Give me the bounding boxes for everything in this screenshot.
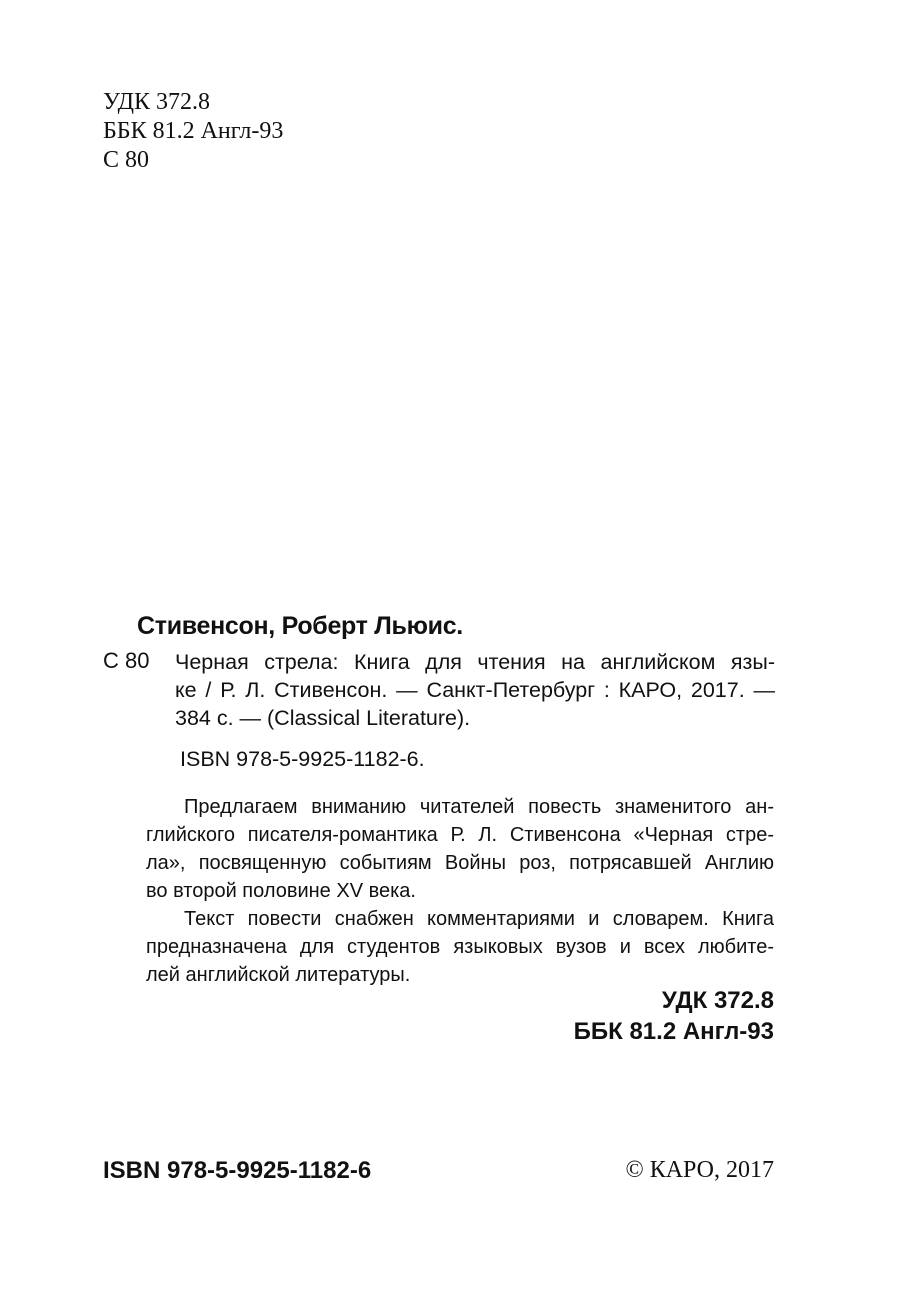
- footer-isbn: ISBN 978-5-9925-1182-6: [103, 1157, 372, 1184]
- abstract-line: Текст повести снабжен комментариями и словарем. Книга: [184, 908, 774, 930]
- top-classification-codes: [103, 88, 283, 175]
- top-cutter-code: С 80: [103, 147, 150, 173]
- top-bbk-code: ББК 81.2 Англ-93: [103, 118, 284, 144]
- catalog-cutter-code: С 80: [103, 648, 150, 673]
- catalog-isbn: ISBN 978-5-9925-1182-6.: [180, 747, 425, 771]
- abstract-line: глийского писателя-романтика Р. Л. Стивенсона «Черная стре-: [146, 824, 774, 846]
- abstract-line: ла», посвященную событиям Войны роз, потрясавшей Англию: [146, 852, 774, 874]
- bib-line: 384 с. — (Classical Literature).: [175, 706, 471, 730]
- catalog-bibliographic-description: [175, 648, 775, 732]
- abstract-line: предназначена для студентов языковых вузов и всех любите-: [146, 936, 774, 958]
- book-abstract: [146, 793, 774, 989]
- abstract-line: во второй половине XV века.: [146, 880, 416, 902]
- right-classification-codes: [574, 985, 774, 1047]
- right-bbk-code: ББК 81.2 Англ-93: [573, 1018, 774, 1045]
- bib-line: ке / Р. Л. Стивенсон. — Санкт-Петербург : КАРО, 2017. —: [175, 678, 775, 702]
- bib-line: Черная стрела: Книга для чтения на английском язы-: [175, 650, 775, 674]
- top-udk-code: УДК 372.8: [103, 89, 210, 115]
- abstract-line: лей английской литературы.: [146, 964, 411, 986]
- catalog-author: Стивенсон, Роберт Льюис.: [137, 612, 463, 640]
- abstract-line: Предлагаем вниманию читателей повесть знаменитого ан-: [184, 796, 774, 818]
- right-udk-code: УДК 372.8: [661, 987, 774, 1014]
- footer-copyright: © КАРО, 2017: [625, 1157, 774, 1183]
